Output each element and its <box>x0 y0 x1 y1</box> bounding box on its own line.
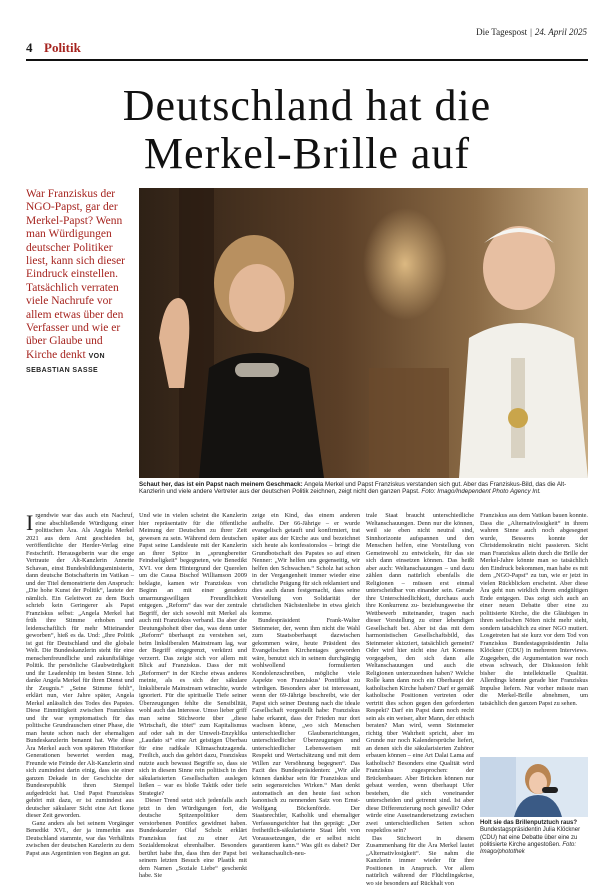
separator: | <box>530 27 532 37</box>
column-3-paragraph-2: Bundespräsident Frank-Walter Steinmeier, der, wenn ihm nicht die Wahl zum Staatsoberhaupt dazwischen gekommen wäre, heute Präsident des Evangelischen Kirchentages geworden wäre, benutzt sich in seinem durchgängig wohlwollend formulierten Kondolenzschreiben, mögliche viele Aspekte von Franziskus’ Pontifikat zu würdigen. Besonders aber ist interessant, wenn der 69-Jährige beschreibt, wie der Papst sich seiner Deutung nach die ideale Gesellschaft vorgestellt habe: Franziskus habe erkannt, dass der Frieden nur dort wachsen könne, „wo sich Menschen unterschiedlicher Glaubensrichtungen, unterschiedlicher Überzeugungen und unterschiedlicher Lebensweisen mit Respekt und Wertschätzung und mit dem Willen zur Versöhnung begegnen“. Das Fazit des Bundespräsidenten: „Wir alle können dankbar sein für Franziskus und sein segensreiches Wirken.“ Man denkt automatisch an den heute fast schon kanonisch zu nennenden Satz von Ernst-Wolfgang Böckenförde. Der Staatsrechtler, Katholik und ehemaliger Verfassungsrichter hat ihn geprägt: „Der freiheitlich-säkularisierte Staat lebt von Voraussetzungen, die er selbst nicht garantieren kann.“ Was gilt es dabei? Der weltanschaulich-neu- <box>252 617 360 857</box>
side-photo <box>480 757 588 817</box>
side-caption-text: Bundestagspräsidentin Julia Klöckner (CDU) hat eine Debatte über eine zu politisierte Kirche angestoßen. <box>480 827 580 848</box>
main-photo <box>139 188 588 478</box>
main-photo-illustration <box>139 188 588 478</box>
body-column-1 <box>26 512 134 848</box>
column-2-paragraph-2: Dieser Trend setzt sich jedenfalls auch jetzt in den Würdigungen fort, die deutsche Spitzenpolitiker dem verstorbenen Pontifex gewidmet haben. Bundeskanzler Olaf Scholz erklärt Franziskus fast zu einer Art Sozialdemokrat ehrenhalber. Besonders berührt habe ihn, dass ihm der Papst bei seinem letzten Besuch eine Plastik mit dem Namen „Soziale Liebe“ geschenkt habe. Sie <box>139 797 247 880</box>
header-rule <box>26 59 588 61</box>
body-column-5 <box>480 512 588 757</box>
publication-name: Die Tagespost <box>476 27 527 37</box>
photo-credit: Foto: Imago/Independent Photo Agency Int. <box>421 488 540 495</box>
lead-text: War Franziskus der NGO-Papst, gar der Merkel-Papst? Wenn man Würdigungen deutscher Politiker liest, kann sich dieser Eindruck einstellen. Tatsächlich verraten viele Nachrufe vor allem etwas über den Verfasser und wie er über Glaube und Kirche denkt <box>26 188 125 361</box>
column-1-paragraph-1: rgendwie war das auch ein Nachruf, eine abschließende Würdigung einer politischen Ära. Als Angela Merkel 2021 aus dem Amt geschieden ist, veröffentlichte der Herder-Verlag eine Festschrift. Herausgeberin war die enge Vertraute der Alt-Kanzlerin Annette Schavan, einst Bundesbildungsministerin, dann deutsche Botschafterin im Vatikan – und der Titel demonstrierte den Anspruch: „Die hohe Kunst der Politik“, lautete der nämlich. Ein Geleitwort zu dem Buch schrieb kein Geringerer als Papst Franziskus selbst: „Angela Merkel hat früh ihre Stimme erhoben und leidenschaftlich für mehr Miteinander geworben“, hieß es da. Und: „Ihre Politik ist gut für Deutschland und die globale Welt. Die Bundeskanzlerin steht für eine menschenfreundliche und zukunftsfähige Politik. Ihr persönliche Glaubwürdigkeit und ihr Leadership im besten Sinne. Ich danke Angela Merkel für ihren Dienst und ihr Zeugnis.“ „Seine Stimme fehlt“, erklärt nun, vier Jahre später, Angela Merkel anlässlich des Todes des Papstes. Diese Einmütigkeit zwischen Franziskus und ihr war symptomatisch für das politische Grundrauschen einer Phase, die man heute schon nach der ehemaligen Bundeskanzlerin benannt hat. Wie diese Ära Merkel auch von späteren Historiker Generationen bewertet werden mag, Freunde wie Feinde der Alt-Kanzlerin sind sich zumindest darin einig, dass sie einer ganzen Dekade in der Geschichte der Bundesrepublik ihren Stempel aufgedrückt hat. Und Papst Franziskus gehört mit dazu, er ist zumindest aus deutscher säkularer Sicht eine Art Ikone dieser Zeit geworden. <box>26 512 134 819</box>
headline-line-1: Deutschland hat die <box>26 82 588 130</box>
column-4-paragraph-2: Das Stichwort in diesem Zusammenhang für die Ära Merkel lautet „Alternativlosigkeit“. Sie nahm die Kanzlerin immer wieder für ihre Positionen in Anspruch. Vor allem natürlich während der Flüchtlingskrise, wo sie besonders auf Rückhalt von <box>366 835 474 887</box>
column-5-paragraph-1: Franziskus aus dem Vatikan bauen konnte. Dass die „Alternativlosigkeit“ in ihrem wahren Sinne auch noch abgesegnet wurde, Besseres konnte der Christdemokratin nicht passieren. Sicht man Franziskus allein durch die Brille der Merkel-Jahre könnte man so tatsächlich den Eindruck bekommen, man habe es mit dem „NGO-Papst“ zu tun, wie er jetzt in vielen Rückblicken erscheint. Aber diese Ära geht nun wirklich ihrem endgültigen Ende entgegen. Das zeigt sich auch an einer neuen Debatte über eine zu politisierte Kirche, die die Gläubigen in ihren seelischen Nöten nicht mehr sieht, sondern tatsächlich zu einer NGO mutiert. Losgetreten hat sie kurz vor dem Tod von Franziskus Bundestagspräsidentin Julia Klöckner (CDU) in mehreren Interviews. Zugegeben, die Argumentation war noch etwas schwach, der Diskussion fehlt bisher die intellektuelle Qualität. Allerdings könnte gerade hier Franziskus Impulse liefern. Nur vorher müsste man die Merkel-Brille abnehmen, um tatsächlich den ganzen Papst zu sehen. <box>480 512 588 707</box>
photo-caption <box>139 481 588 496</box>
body-column-2 <box>139 512 247 848</box>
side-photo-illustration <box>480 757 588 817</box>
article-lead <box>26 188 133 378</box>
body-column-3 <box>252 512 360 848</box>
publication-date: 24. April 2025 <box>535 27 587 37</box>
body-column-4 <box>366 512 474 848</box>
headline-line-2: Merkel-Brille auf <box>26 130 588 178</box>
page-number: 4 <box>26 40 33 56</box>
photo-caption-text: Angela Merkel und Papst Franziskus verstanden sich gut. Aber das Franziskus-Bild, das die Alt-Kanzlerin und viele andere Vertreter aus der deutschen Politik zeichnen, zeigt nicht den ganzen Papst. <box>139 481 566 495</box>
side-photo-caption <box>480 820 588 856</box>
byline: VON SEBASTIAN SASSE <box>26 353 105 374</box>
section-title: Politik <box>44 40 81 56</box>
column-2-paragraph-1: Und wie in vielen scheint die Kanzlerin hier repräsentativ für die öffentliche Meinung der Deutschen zu ihrer Zeit gewesen zu sein. Während dem deutschen Papst seine Landsleute mit der Kanzlerin an ihrer Spitze in „sprungbereiter Feindseligkeit“ begegneten, wie Benedikt XVI. vor dem Hintergrund der Querelen um die Causa Bischof Williamson 2009 beklagte, kamen wir Franziskus von Beginn an mit einer geradezu umarmungswilligen Freundlichkeit entgegen. „Reform“ das war der zentrale Begriff, der sich sowohl mit Merkel als auch mit Franziskus verband. Da aber die Deutungshoheit über das, was denn unter „Reform“ überhaupt zu verstehen sei, beim linksliberalen Mainstream lag, war der Begriff eingegrenzt, verkürzt und verzerrt. Das zeigte sich vor allem mit Blick auf Franziskus. Dass der mit „Reformen“ in der Kirche etwas anderes meinte, als es sich der säkulare linksliberale Mainstream wünschte, wurde ignoriert. Für die spirituelle Tiefe seiner Überzeugungen fehlte die Sensibilität, wohl auch das Interesse. Umso lieber griff man seine Stichworte über „diese Wirtschaft, die tötet“ zum Kapitalismus auf oder sah in der Umwelt-Enzyklika „Laudato si“ eine Art geistigen Überbau für eine radikale Klimaschutzagenda. Freilich, auch das gehört dazu, Franziskus nutzte auch bewusst Begriffe so, dass sie sich in diesem Sinne rein politisch in den säkularisierten Gesellschaften auslegen ließen – war es bloße Taktik oder tiefe Strategie? <box>139 512 247 797</box>
column-4-paragraph-1: trale Staat braucht unterschiedliche Weltanschauungen. Denn nur die können, weil sie eben nicht neutral sind, Sinnhorizonte aufspannen und den Menschen helfen, eine Vorstellung von Gemeinwohl zu entwickeln, für das sie sich dann einsetzen können. Das heißt aber auch: Weltanschauungen – und dazu zählen dann natürlich ebenfalls die Religionen – müssen erst einmal unterscheidbar von einander sein. Gerade ihre Unterschiedlichkeit, durchaus auch ihre Konkurrenz zu- beziehungsweise ihr Wettbewerb miteinander, tragen nach dieser Vorstellung zu einer lebendigen Gesellschaft bei. Aber ist das mit dem harmonistischen Gesellschaftsbild, das Steinmeier skizziert, tatsächlich gemeint? Oder wird hier nicht eine Art Konsens vorgegeben, den sich dann alle Weltanschauungen und auch die Religionen unterzuordnen haben? Welche Rolle kann dann noch ein Oberhaupt der katholischen Kirche haben? Darf er gemäß katholische Positionen vertreten oder vertritt dies schon gegen den geforderten Respekt? Darf ein Papst dann noch recht sein als ein weiser, alter Mann, der ethisch beraten? Man wird, wenn Steinmeier richtig über Wahrheit spricht, aber im Grunde nur noch Kalendersprüche liefert, an denen sich die säkularisierten Zuhörer erbauen können – eine Art Dalai Lama auf katholisch? Besonders eine Qualität wird Franziskus zugesprochen: der Brückenbauer. Aber Brücken können nur gebaut werden, wenn überhaupt Ufer bestehen, die sich voneinander unterscheiden und getrennt sind. Ist aber diese Differenzierung noch gewollt? Oder würde eine Auseinandersetzung zwischen zwei unterschiedlichen Seiten schon respektlos sein? <box>366 512 474 835</box>
column-3-paragraph-1: zeige ein Kind, das einem anderen aufhelfe. Der 66-Jährige – er wurde evangelisch getauft und konfirmiert, trat später aus der Kirche aus und bezeichnet sich heute als konfessionslos – bringt die Grundbotschaft des Papstes so auf einen Nenner: „Wir helfen uns gegenseitig, wir helfen den Schwachen.“ Scholz hat schon in der Vergangenheit immer wieder eine christliche Prägung für sich reklamiert und dies auch daran festgemacht, dass seine Vorstellung von Solidarität der christlichen Nächstenliebe in etwa gleich komme. <box>252 512 360 617</box>
column-1-paragraph-2: Ganz anders als bei seinem Vorgänger Benedikt XVI., der ja immerhin aus Deutschland stammte, war das Verhältnis zwischen der deutschen Kanzlerin zu dem Papst aus Argentinien von Beginn an gut. <box>26 820 134 858</box>
publication-info <box>476 27 587 37</box>
photo-caption-lead: Schaut her, das ist ein Papst nach meinem Geschmack: <box>139 481 303 488</box>
side-photo-credit: Foto: Imago/photothek <box>480 842 576 855</box>
side-caption-lead: Holt sie das Brillenputztuch raus? <box>480 820 577 826</box>
headline <box>26 82 588 178</box>
drop-cap: I <box>26 513 33 532</box>
